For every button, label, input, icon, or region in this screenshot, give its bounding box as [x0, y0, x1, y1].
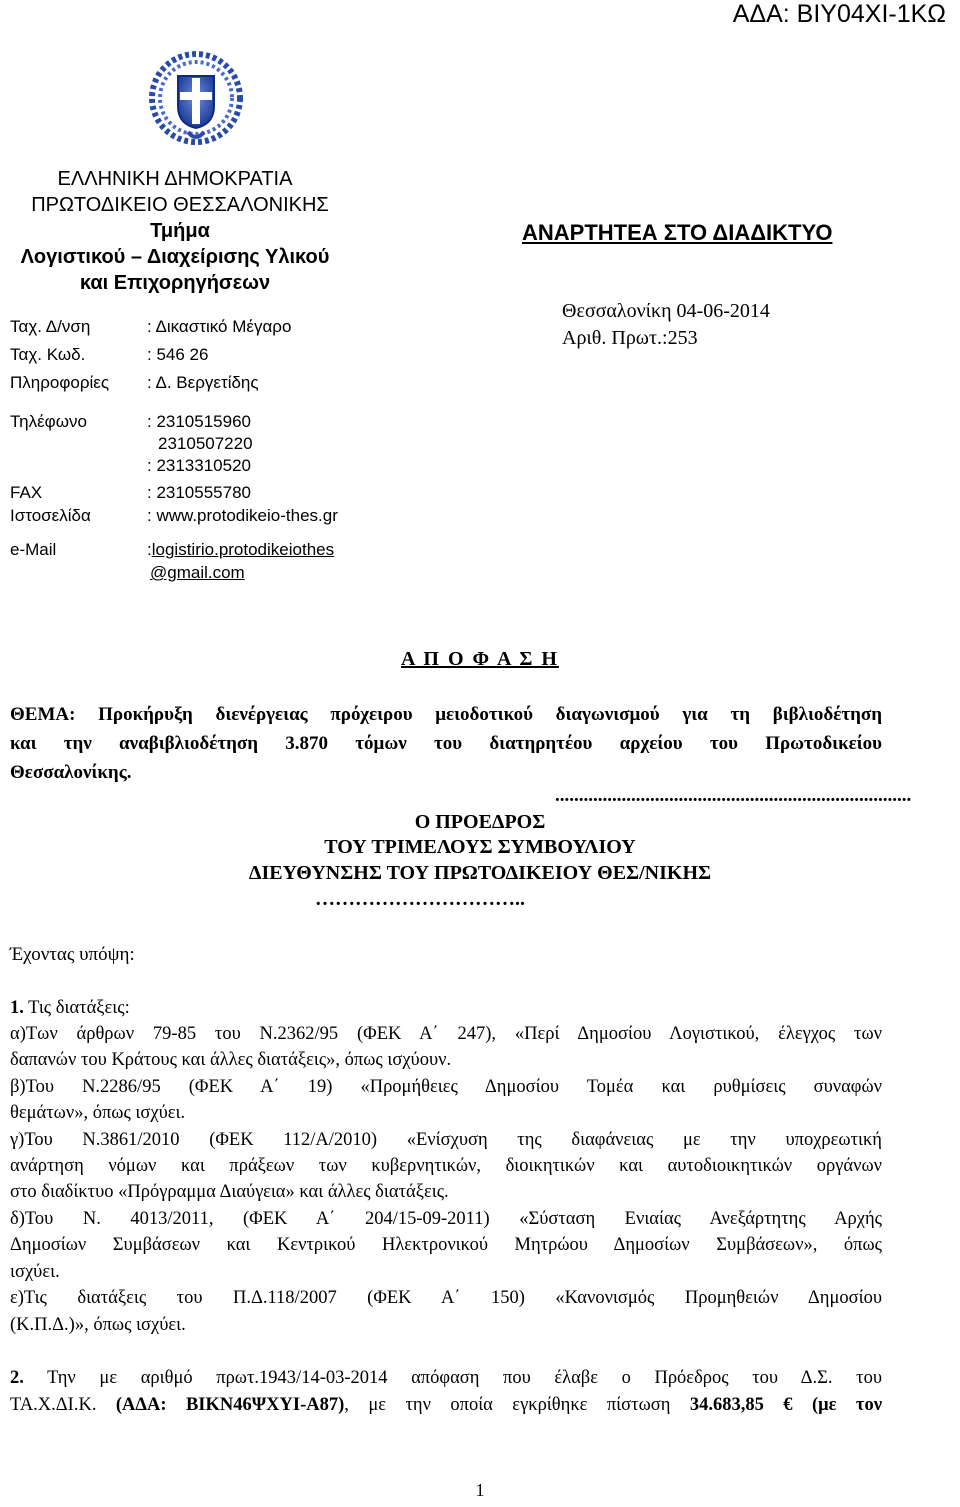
- item-b-line-1: β)Του Ν.2286/95 (ΦΕΚ Α΄ 19) «Προμήθειες Δημοσίου Τομέα και ρυθμίσεις συναφών: [10, 1077, 882, 1097]
- president-council: ΤΟΥ ΤΡΙΜΕΛΟΥΣ ΣΥΜΒΟΥΛΙΟΥ: [324, 836, 636, 858]
- item-d-line-3: ισχύει.: [10, 1262, 60, 1282]
- email-link-1[interactable]: logistirio.protodikeiothes: [151, 540, 335, 559]
- header-department-name-2: και Επιχορηγήσεων: [79, 272, 271, 294]
- item-d-line-2: Δημοσίων Συμβάσεων και Κεντρικού Ηλεκτρονικού Μητρώου Δημοσίων Συμβάσεων», όπως: [10, 1235, 882, 1255]
- email-prefix: :: [147, 540, 152, 559]
- phone-value-1: : 2310515960: [147, 412, 251, 431]
- phone-value-3: : 2313310520: [147, 456, 251, 475]
- item-b-line-2: θεμάτων», όπως ισχύει.: [10, 1103, 186, 1123]
- email-link-2[interactable]: @gmail.com: [150, 563, 245, 582]
- address-label: Ταχ. Δ/νση: [10, 317, 91, 336]
- greek-emblem-icon: [148, 50, 244, 150]
- dots-separator-1: ...........................................................................: [555, 785, 912, 806]
- protocol-number: Αριθ. Πρωτ.:253: [562, 327, 698, 349]
- fax-value: : 2310555780: [147, 483, 251, 502]
- item-2-ada: (ΑΔΑ: ΒΙΚΝ46ΨΧΥΙ-Α87): [115, 1395, 345, 1415]
- header-court: ΠΡΩΤΟΔΙΚΕΙΟ ΘΕΣΣΑΛΟΝΙΚΗΣ: [31, 194, 329, 216]
- president-directorate: ΔΙΕΥΘΥΝΣΗΣ ΤΟΥ ΠΡΩΤΟΔΙΚΕΙΟΥ ΘΕΣ/ΝΙΚΗΣ: [248, 862, 712, 884]
- item-2-number: 2.: [10, 1368, 24, 1388]
- item-c-line-2: ανάρτηση νόμων και πράξεων των κυβερνητικών, διοικητικών και αυτοδιοικητικών οργάνων: [10, 1156, 882, 1176]
- info-value: : Δ. Βεργετίδης: [147, 373, 259, 392]
- header-department-name: Λογιστικού – Διαχείρισης Υλικού: [20, 246, 330, 268]
- item-2-text-2c: , με την οποία εγκρίθηκε πίστωση: [344, 1395, 690, 1415]
- considering-label: Έχοντας υπόψη:: [10, 944, 135, 965]
- email-label: e-Mail: [10, 540, 57, 559]
- subject-line-1: ΘΕΜΑ: Προκήρυξη διενέργειας πρόχειρου μειοδοτικού διαγωνισμού για τη βιβλιοδέτηση: [10, 704, 882, 725]
- header-republic: ΕΛΛΗΝΙΚΗ ΔΗΜΟΚΡΑΤΙΑ: [57, 168, 293, 190]
- phone-label: Τηλέφωνο: [10, 412, 87, 431]
- page-number: 1: [475, 1480, 485, 1500]
- item-2-amount: 34.683,85 € (με τον: [689, 1395, 882, 1415]
- address-value: : Δικαστικό Μέγαρο: [147, 317, 292, 336]
- item-c-line-1: γ)Του Ν.3861/2010 (ΦΕΚ 112/Α/2010) «Ενίσχυση της διαφάνειας με την υποχρεωτική: [10, 1130, 882, 1150]
- fax-label: FAX: [10, 483, 43, 502]
- item-2-text-1: Την με αριθμό πρωτ.1943/14-03-2014 απόφαση που έλαβε ο Πρόεδρος του Δ.Σ. του: [23, 1368, 882, 1388]
- subject-line-2: και την αναβιβλιοδέτηση 3.870 τόμων του διατηρητέου αρχείου του Πρωτοδικείου: [10, 733, 882, 754]
- phone-value-2: 2310507220: [158, 434, 253, 453]
- item-c-line-3: στο διαδίκτυο «Πρόγραμμα Διαύγεια» και άλλες διατάξεις.: [10, 1182, 449, 1202]
- president-title: Ο ΠΡΟΕΔΡΟΣ: [414, 811, 546, 833]
- item-2-line-1: [10, 1368, 882, 1389]
- date-line: Θεσσαλονίκη 04-06-2014: [562, 300, 770, 322]
- zip-value: : 546 26: [147, 345, 209, 364]
- subject-line-3: Θεσσαλονίκης.: [10, 762, 132, 783]
- info-label: Πληροφορίες: [10, 373, 110, 392]
- item-1-number: 1.: [10, 998, 24, 1018]
- website-value: : www.protodikeio-thes.gr: [147, 506, 338, 525]
- email-value: [147, 540, 334, 560]
- posting-notice: ΑΝΑΡΤΗΤΕΑ ΣΤΟ ΔΙΑΔΙΚΤΥΟ: [522, 220, 833, 245]
- website-label: Ιστοσελίδα: [10, 506, 91, 525]
- item-2-text-2a: ΤΑ.Χ.ΔΙ.Κ.: [10, 1395, 116, 1415]
- item-2-line-2: [10, 1395, 882, 1416]
- email-value-2: [150, 563, 245, 583]
- item-e-line-2: (Κ.Π.Δ.)», όπως ισχύει.: [10, 1315, 186, 1335]
- dots-separator-2: …………………………..: [315, 888, 525, 910]
- item-1-text: Τις διατάξεις:: [23, 998, 130, 1018]
- decision-title: Α Π Ο Φ Α Σ Η: [401, 648, 559, 670]
- zip-label: Ταχ. Κωδ.: [10, 345, 86, 364]
- item-1: [10, 998, 130, 1019]
- item-d-line-1: δ)Του Ν. 4013/2011, (ΦΕΚ Α΄ 204/15-09-2011) «Σύσταση Ενιαίας Ανεξάρτητης Αρχής: [10, 1209, 882, 1229]
- ada-code: ΑΔΑ: ΒΙΥ04ΧΙ-1ΚΩ: [732, 0, 946, 28]
- item-a-line-1: α)Των άρθρων 79-85 του Ν.2362/95 (ΦΕΚ Α΄ 247), «Περί Δημοσίου Λογιστικού, έλεγχος των: [10, 1024, 882, 1044]
- item-e-line-1: ε)Τις διατάξεις του Π.Δ.118/2007 (ΦΕΚ Α΄ 150) «Κανονισμός Προμηθειών Δημοσίου: [10, 1288, 882, 1308]
- item-a-line-2: δαπανών του Κράτους και άλλες διατάξεις», όπως ισχύουν.: [10, 1050, 452, 1070]
- header-department: Τμήμα: [150, 220, 210, 242]
